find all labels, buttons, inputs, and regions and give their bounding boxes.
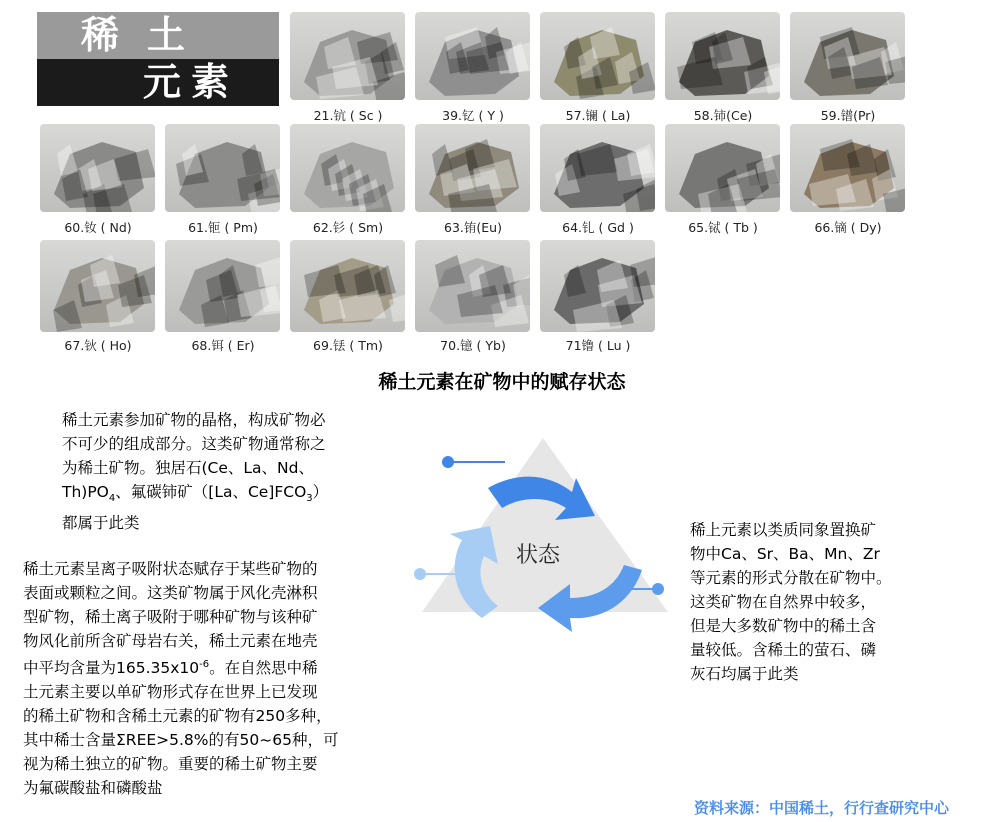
element-photo bbox=[665, 12, 780, 100]
paragraph-ion-adsorption: 稀土元素呈离子吸附状态赋存于某些矿物的 表面或颗粒之间。这类矿物属于风化壳淋积 型矿物，稀土离子吸附于哪种矿物与该种矿 物风化前所含矿母岩右关，稀土元素在地壳 中平均含量为$165.35x10^{-6}$。在自然思中稀 土元素主要以单矿物形式存在世界上已发现 的稀土矿物和含稀土元素的矿物有250多种， 其中稀士含量ΣREE>5.8%的有50~65种，可 视为稀土独立的矿物。重要的稀土矿物主要 为氟碳酸盐和磷酸盐 bbox=[23, 560, 339, 798]
element-photo bbox=[540, 240, 655, 332]
paragraph-lattice: 稀土元素参加矿物的晶格，构成矿物必 不可少的组成部分。这类矿物通常称之 为稀土矿物。独居石(Ce、La、Nd、 $Th)PO_4$、氟碳铈矿（[La、$Ce]FCO_3$） 都属于此类 bbox=[62, 411, 329, 533]
element-caption: 71镥 ( Lu ) bbox=[565, 338, 631, 353]
element-photo bbox=[40, 240, 155, 332]
element-photo bbox=[415, 240, 530, 332]
connector-dot-left bbox=[414, 568, 426, 580]
element-photo bbox=[665, 124, 780, 212]
element-caption: 61.钷 ( Pm) bbox=[188, 220, 258, 235]
element-photo bbox=[540, 12, 655, 100]
element-caption: 68.铒 ( Er) bbox=[191, 338, 255, 353]
element-photo bbox=[40, 124, 155, 212]
element-photo bbox=[165, 240, 280, 332]
title-line-1: 稀土 bbox=[37, 12, 279, 59]
element-caption: 69.铥 ( Tm) bbox=[313, 338, 383, 353]
element-caption: 39.钇 ( Y ) bbox=[442, 108, 504, 123]
element-caption: 65.铽 ( Tb ) bbox=[688, 220, 758, 235]
section-heading: 稀土元素在矿物中的赋存状态 bbox=[378, 371, 626, 393]
element-photo bbox=[540, 124, 655, 212]
element-caption: 63.铕(Eu) bbox=[444, 220, 502, 235]
element-photo bbox=[290, 124, 405, 212]
element-caption: 21.钪 ( Sc ) bbox=[313, 108, 383, 123]
element-caption: 66.镝 ( Dy) bbox=[814, 220, 882, 235]
source-note: 资料来源：中国稀土，行行查研究中心 bbox=[693, 799, 949, 817]
element-photo bbox=[290, 240, 405, 332]
element-caption: 67.钬 ( Ho) bbox=[64, 338, 132, 353]
paragraph-isomorphism: 稀上元素以类质同象置换矿 物中Ca、Sr、Ba、Mn、Zr 等元素的形式分散在矿物中。 这类矿物在自然界中较多， 但是大多数矿物中的稀土含 量较低。含稀土的萤石、磷 灰石均属于此类 bbox=[690, 521, 892, 683]
element-photo bbox=[165, 124, 280, 212]
center-label: 状态 bbox=[516, 543, 561, 568]
element-caption: 70.镱 ( Yb) bbox=[440, 338, 506, 353]
title-block bbox=[37, 12, 279, 106]
cycle-diagram bbox=[410, 430, 680, 640]
element-photo bbox=[415, 124, 530, 212]
element-caption: 64.钆 ( Gd ) bbox=[562, 220, 634, 235]
element-caption: 58.铈(Ce) bbox=[693, 108, 753, 123]
element-caption: 59.镨(Pr) bbox=[820, 108, 876, 123]
connector-dot-right bbox=[652, 583, 664, 595]
element-caption: 57.镧 ( La) bbox=[565, 108, 631, 123]
element-caption: 62.钐 ( Sm) bbox=[312, 220, 384, 235]
connector-dot-top bbox=[442, 456, 454, 468]
element-photo bbox=[290, 12, 405, 100]
element-photo bbox=[790, 124, 905, 212]
title-line-2: 元素 bbox=[37, 59, 279, 106]
element-photo bbox=[415, 12, 530, 100]
element-photo bbox=[790, 12, 905, 100]
element-caption: 60.钕 ( Nd) bbox=[64, 220, 132, 235]
